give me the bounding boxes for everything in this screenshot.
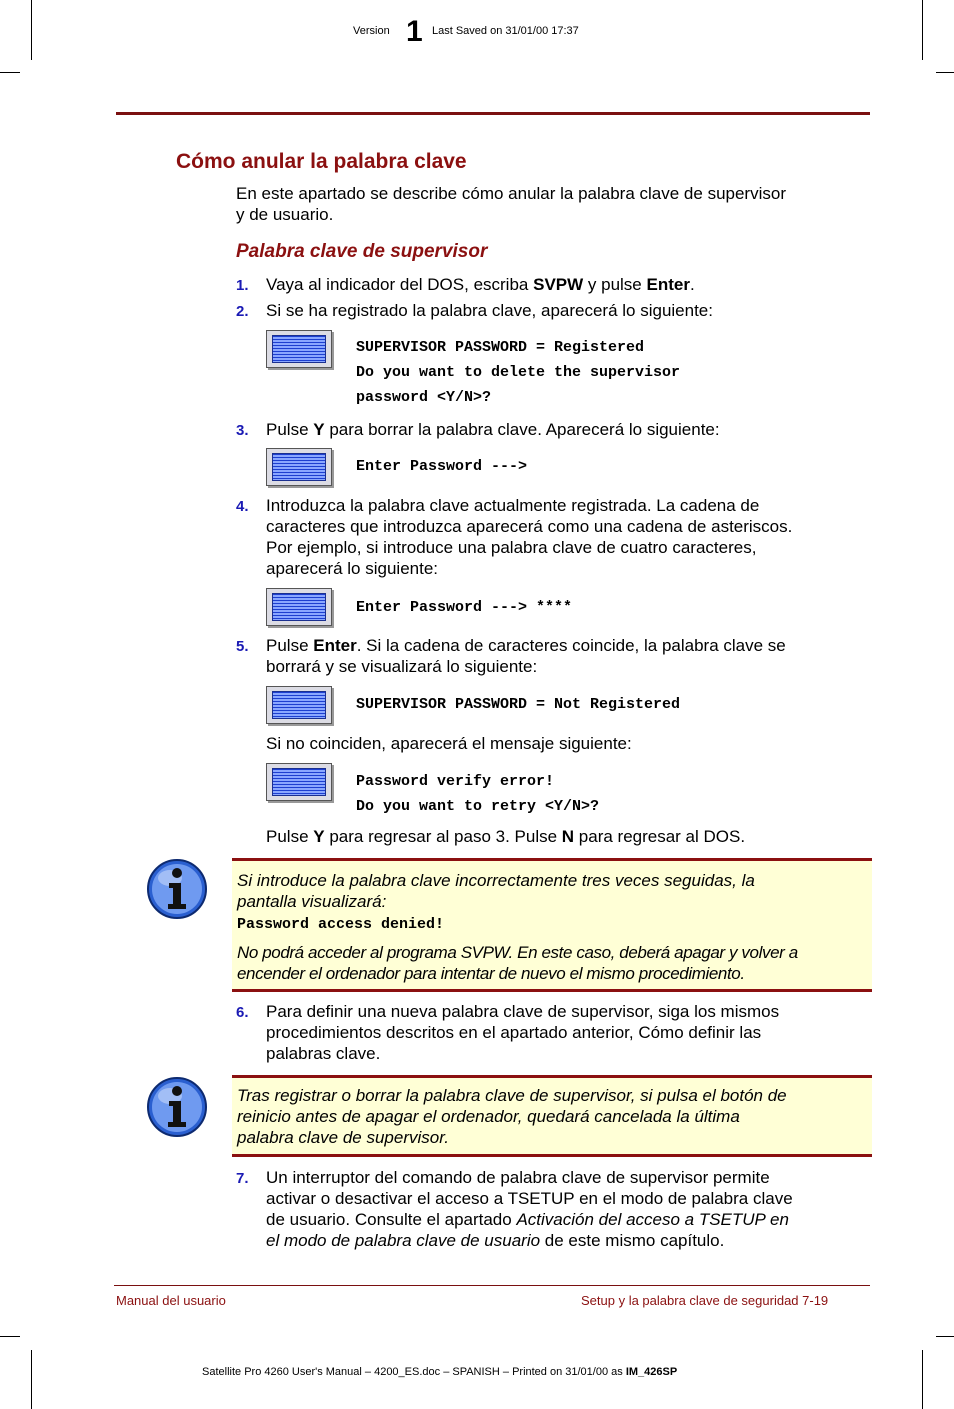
last-saved: Last Saved on 31/01/00 17:37 [432,25,579,37]
step-number: 1. [236,277,249,294]
crop-mark [31,0,32,60]
version-label: Version [353,25,390,37]
crop-mark [31,1350,32,1409]
top-rule [116,112,870,115]
step-3-text: Pulse Y para borrar la palabra clave. Aparecerá lo siguiente: [266,420,720,439]
info-icon [146,1076,208,1138]
crop-mark [0,1336,20,1337]
mismatch-text: Si no coinciden, aparecerá el mensaje siguiente: [266,734,632,753]
screen-icon [266,330,332,368]
subsection-title: Palabra clave de supervisor [236,241,488,262]
footer-right: Setup y la palabra clave de seguridad 7-19 [581,1293,829,1308]
step-number: 6. [236,1004,249,1021]
crop-mark [936,1336,954,1337]
section-title: Cómo anular la palabra clave [176,150,467,173]
step-7-text: Un interruptor del comando de palabra clave de supervisor permite activar o desactivar el acceso a TSETUP en el modo de palabra clave de usuario. Consulte el apartado Activación del acceso a TSETUP en el modo de palabra clave de usuario de este mismo capítulo. [266,1168,793,1250]
print-line: Satellite Pro 4260 User's Manual – 4200_ES.doc – SPANISH – Printed on 31/01/00 as IM_426SP [202,1366,678,1378]
info-icon [146,858,208,920]
note-box [232,1075,872,1157]
screen-output: Enter Password ---> [356,458,528,475]
step-1-text: Vaya al indicador del DOS, escriba SVPW y pulse Enter. [266,275,695,294]
step-4-text: Introduzca la palabra clave actualmente registrada. La cadena de caracteres que introduzca aparecerá como una cadena de asteriscos. Por ejemplo, si introduce una palabra clave de cuatro caracteres, aparecerá lo siguiente: [266,496,793,578]
screen-output: Enter Password ---> **** [356,599,573,616]
note-box [232,858,872,992]
note-1-line-2: pantalla visualizará: [237,892,387,911]
step-number: 2. [236,303,249,320]
version-number: 1 [406,15,423,48]
screen-icon [266,448,332,486]
step-5-text: Pulse Enter. Si la cadena de caracteres coincide, la palabra clave se borrará y se visualizará lo siguiente: [266,636,786,676]
intro-line-2: y de usuario. [236,205,334,224]
step-2-text: Si se ha registrado la palabra clave, aparecerá lo siguiente: [266,301,713,320]
note-1-mono: Password access denied! [237,916,445,933]
bottom-rule [114,1285,870,1286]
screen-output: Password verify error! Do you want to retry <Y/N>? [356,773,600,815]
note-2-line-1: Tras registrar o borrar la palabra clave de supervisor, si pulsa el botón de [237,1086,787,1105]
crop-mark [936,72,954,73]
crop-mark [922,1350,923,1409]
screen-icon [266,686,332,724]
intro-line-1: En este apartado se describe cómo anular la palabra clave de supervisor [236,184,786,203]
step-number: 5. [236,638,249,655]
note-2-line-2: reinicio antes de apagar el ordenador, quedará cancelada la última [237,1107,740,1126]
after-text: Pulse Y para regresar al paso 3. Pulse N para regresar al DOS. [266,827,746,846]
note-1-line-4: encender el ordenador para intentar de nuevo el mismo procedimiento. [237,964,745,983]
step-number: 3. [236,422,249,439]
screen-output: SUPERVISOR PASSWORD = Registered Do you want to delete the supervisor password <Y/N>? [356,339,681,406]
crop-mark [922,0,923,60]
note-1-line-1: Si introduce la palabra clave incorrectamente tres veces seguidas, la [237,871,755,890]
screen-icon [266,588,332,626]
screen-output: SUPERVISOR PASSWORD = Not Registered [356,696,681,713]
footer-left: Manual del usuario [116,1293,226,1308]
note-2-line-3: palabra clave de supervisor. [237,1128,449,1147]
note-1-line-3: No podrá acceder al programa SVPW. En este caso, deberá apagar y volver a [237,943,798,962]
step-6-text: Para definir una nueva palabra clave de supervisor, siga los mismos procedimientos descritos en el apartado anterior, Cómo definir las palabras clave. [266,1002,780,1063]
step-number: 4. [236,498,249,515]
screen-icon [266,763,332,801]
crop-mark [0,72,20,73]
step-number: 7. [236,1170,249,1187]
